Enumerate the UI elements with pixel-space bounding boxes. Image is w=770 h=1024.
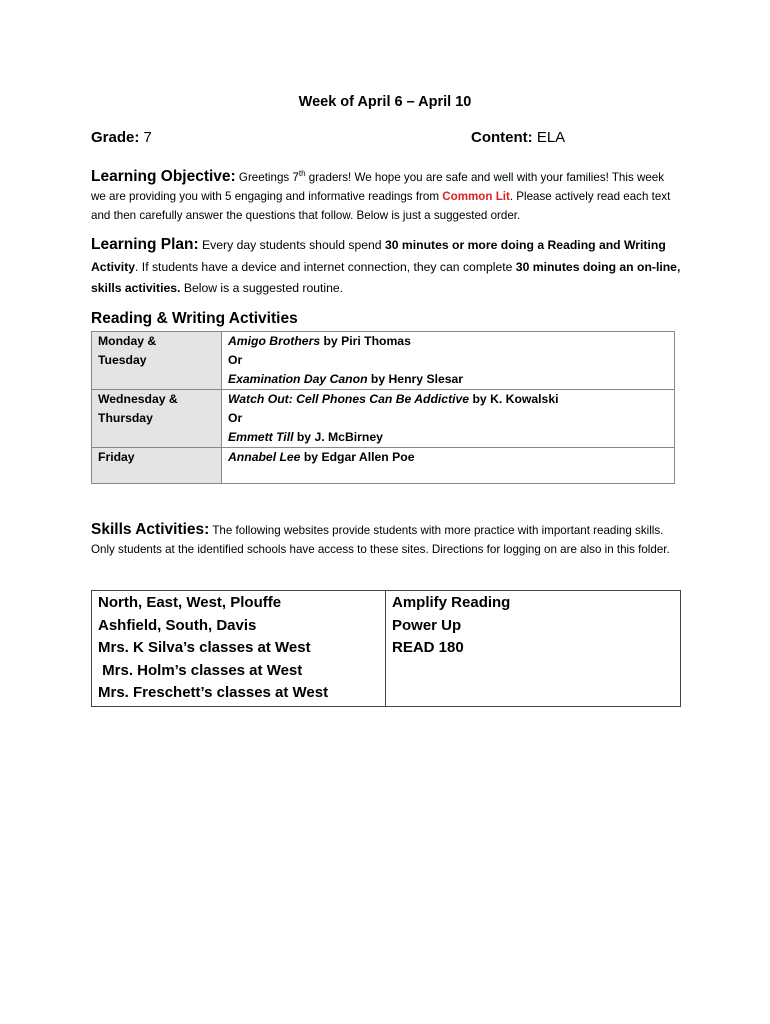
school-item: Ashfield, South, Davis bbox=[98, 616, 257, 634]
grade-value: 7 bbox=[143, 129, 152, 146]
content-value: ELA bbox=[536, 129, 566, 146]
plan-bold-b: 30 minutes doing an on-line, skills activities. bbox=[91, 259, 681, 295]
skills-table bbox=[91, 590, 681, 707]
plan-label: Learning Plan: bbox=[91, 236, 199, 253]
day-label: Wednesday & bbox=[98, 392, 178, 406]
skills-text: The following websites provide students with more practice with important reading skills. Only students at the identified schools have access to these sites. Directions for logging on are also in this folder. bbox=[91, 524, 670, 556]
day-label: Friday bbox=[98, 450, 135, 464]
reading-line bbox=[228, 428, 668, 447]
day-label: Monday & bbox=[98, 334, 157, 348]
content-label: Content: bbox=[471, 129, 533, 146]
plan-bold-a: 30 minutes or more doing a Reading and Writing Activity bbox=[91, 238, 666, 274]
schools-cell bbox=[92, 591, 386, 707]
day-label: Tuesday bbox=[98, 353, 147, 367]
reading-author: by Piri Thomas bbox=[320, 334, 411, 348]
objective-text-b: graders! We hope you are safe and well with your families! This week we are providing you with 5 engaging and informative readings from bbox=[91, 170, 665, 203]
reading-author: by J. McBirney bbox=[293, 430, 383, 444]
reading-writing-table bbox=[91, 331, 675, 484]
table-row bbox=[92, 591, 681, 707]
program-item: Amplify Reading bbox=[392, 594, 511, 611]
school-item: Mrs. Freschett’s classes at West bbox=[98, 684, 329, 701]
skills-activities bbox=[91, 520, 681, 559]
reading-title: Annabel Lee bbox=[228, 450, 301, 464]
program-item: READ 180 bbox=[392, 639, 464, 656]
reading-title: Amigo Brothers bbox=[228, 334, 321, 348]
reading-line bbox=[228, 448, 668, 467]
reading-line bbox=[228, 370, 668, 389]
reading-author: by K. Kowalski bbox=[469, 392, 559, 406]
reading-title: Emmett Till bbox=[228, 430, 294, 444]
reading-title: Examination Day Canon bbox=[228, 372, 368, 386]
reading-writing-heading: Reading & Writing Activities bbox=[91, 310, 298, 327]
plan-text-c: Below is a suggested routine. bbox=[180, 281, 344, 295]
learning-plan bbox=[91, 234, 681, 300]
school-item: Mrs. Holm’s classes at West bbox=[98, 661, 303, 679]
plan-text-b: . If students have a device and internet connection, they can complete bbox=[135, 259, 516, 274]
grade-label: Grade: bbox=[91, 129, 140, 146]
school-item: North, East, West, Plouffe bbox=[98, 594, 282, 611]
week-title: Week of April 6 – April 10 bbox=[298, 94, 472, 110]
reading-author: by Henry Slesar bbox=[367, 372, 464, 386]
day-cell bbox=[92, 390, 222, 448]
objective-sup: th bbox=[298, 169, 306, 178]
day-cell bbox=[92, 448, 222, 484]
programs-cell bbox=[386, 591, 681, 707]
or-label: Or bbox=[228, 411, 243, 425]
objective-label: Learning Objective: bbox=[91, 167, 236, 185]
or-label: Or bbox=[228, 353, 243, 367]
reading-cell bbox=[222, 332, 675, 390]
skills-label: Skills Activities: bbox=[91, 521, 210, 538]
table-row bbox=[92, 390, 675, 448]
school-item: Mrs. K Silva’s classes at West bbox=[98, 639, 311, 656]
reading-title: Watch Out: Cell Phones Can Be Addictive bbox=[228, 392, 470, 406]
day-cell bbox=[92, 332, 222, 390]
reading-cell bbox=[222, 390, 675, 448]
grade-line bbox=[91, 129, 152, 146]
plan-text-a: Every day students should spend bbox=[198, 238, 385, 252]
reading-author: by Edgar Allen Poe bbox=[300, 450, 415, 464]
reading-cell bbox=[222, 448, 675, 484]
table-row bbox=[92, 448, 675, 484]
table-row bbox=[92, 332, 675, 390]
reading-line bbox=[228, 390, 668, 409]
reading-line bbox=[228, 332, 668, 351]
day-label: Thursday bbox=[98, 411, 153, 425]
content-line bbox=[471, 129, 565, 146]
learning-objective bbox=[91, 164, 681, 225]
common-lit-link[interactable]: Common Lit bbox=[442, 189, 510, 203]
program-item: Power Up bbox=[392, 616, 462, 634]
objective-text-a: Greetings 7 bbox=[235, 170, 299, 184]
objective-text-c: . Please actively read each text and then carefully answer the questions that follow. Below is just a suggested order. bbox=[91, 189, 671, 222]
